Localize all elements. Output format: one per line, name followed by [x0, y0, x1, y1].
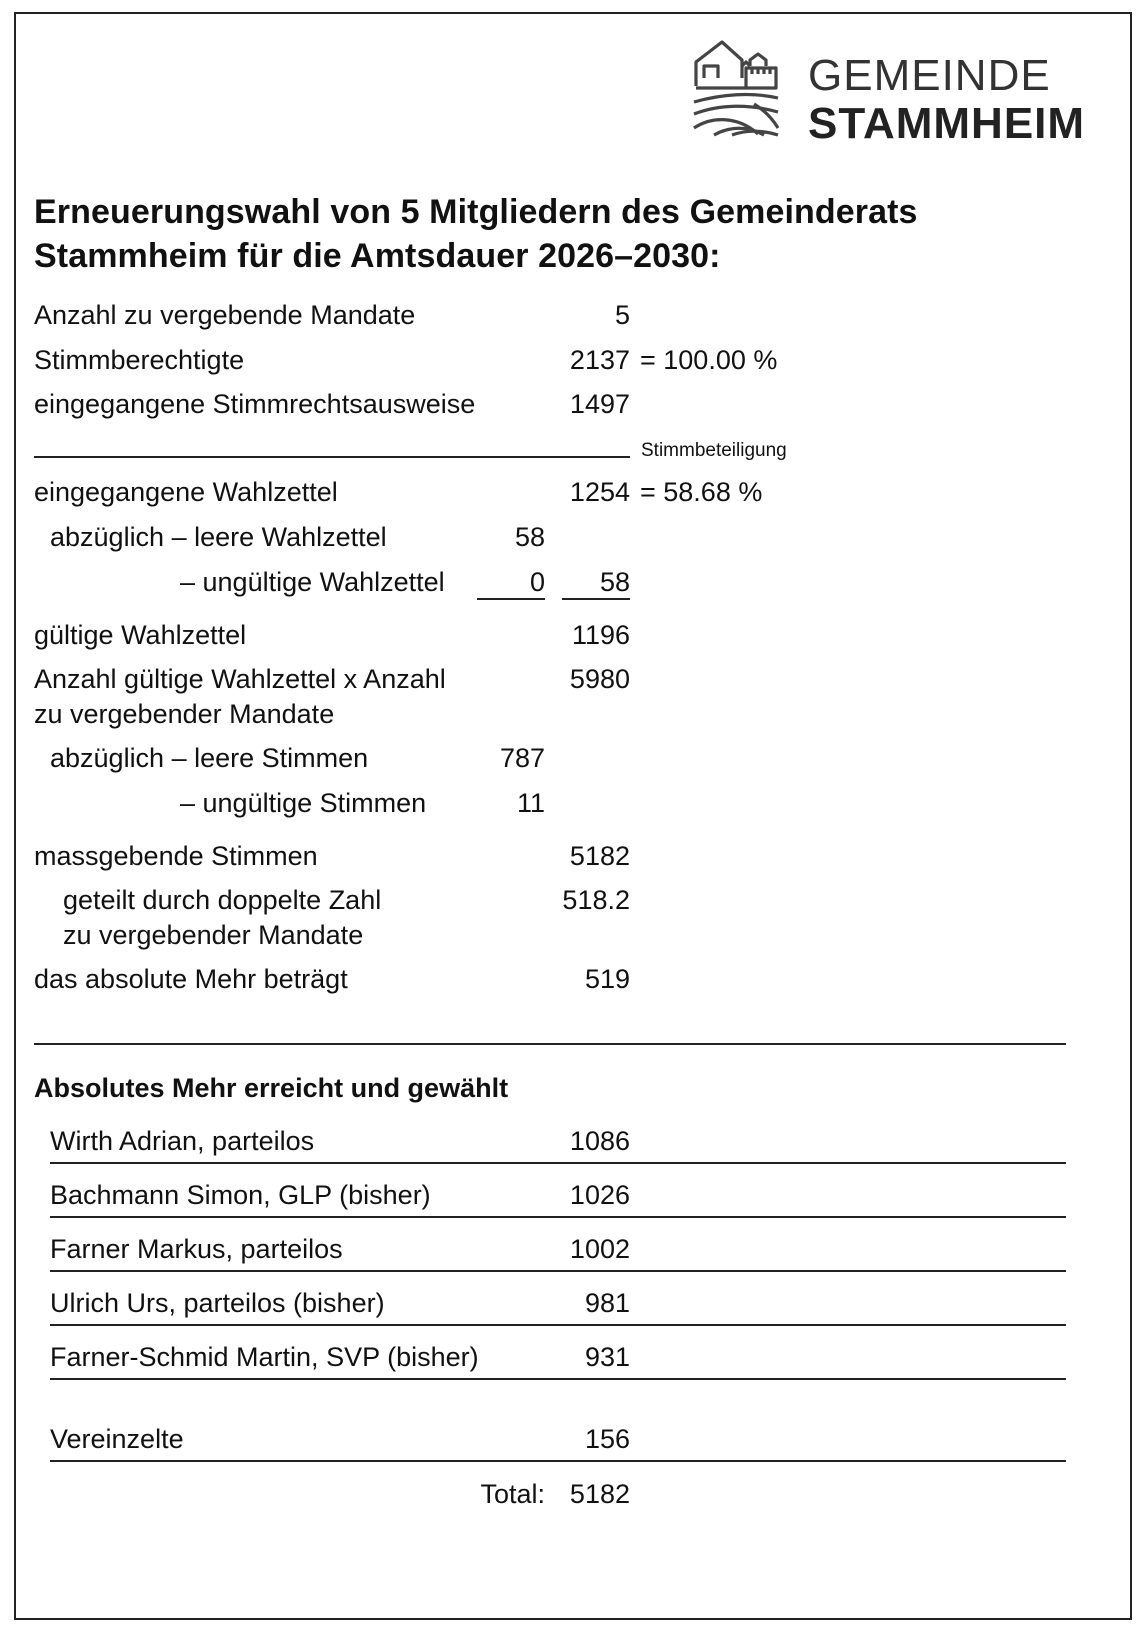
ausweise-label: eingegangene Stimmrechtsausweise	[34, 389, 476, 419]
row-divider	[50, 1324, 1066, 1326]
produkt-label-line1: Anzahl gültige Wahlzettel x Anzahl	[34, 664, 446, 694]
row-divider	[50, 1216, 1066, 1218]
total-label: Total:	[480, 1479, 545, 1509]
candidate-name: Wirth Adrian, parteilos	[50, 1126, 315, 1156]
abz-leer-label: abzüglich – leere Wahlzettel	[50, 522, 387, 552]
geteilt-label-line1: geteilt durch doppelte Zahl	[63, 885, 382, 915]
geteilt-label-line2: zu vergebender Mandate	[63, 920, 364, 950]
geteilt-value: 518.2	[562, 885, 630, 915]
results-heading: Absolutes Mehr erreicht und gewählt	[34, 1073, 509, 1103]
candidate-votes: 1026	[569, 1180, 630, 1210]
candidate-name: Farner-Schmid Martin, SVP (bisher)	[50, 1342, 479, 1372]
ungueltige-stimmen-value: 11	[516, 788, 545, 818]
total-value: 5182	[569, 1479, 630, 1509]
gueltige-value: 1196	[571, 620, 630, 650]
castle-vineyard-logo-icon	[692, 36, 782, 138]
stimmberechtigte-percent: = 100.00 %	[640, 345, 778, 375]
page-title	[34, 190, 918, 278]
candidate-votes: 1086	[569, 1126, 630, 1156]
abz-ungueltig-label: – ungültige Wahlzettel	[180, 567, 445, 597]
leere-stimmen-label: abzüglich – leere Stimmen	[50, 743, 369, 773]
stimmberechtigte-label: Stimmberechtigte	[34, 345, 245, 375]
sum-underline	[562, 598, 630, 600]
massgebend-value: 5182	[569, 841, 630, 871]
title-line1: Erneuerungswahl von 5 Mitgliedern des Gemeinderats	[34, 193, 918, 231]
leere-stimmen-value: 787	[499, 743, 545, 773]
massgebend-label: massgebende Stimmen	[34, 841, 318, 871]
mandate-label: Anzahl zu vergebende Mandate	[34, 300, 416, 330]
vereinzelte-label: Vereinzelte	[50, 1424, 184, 1454]
produkt-label-line2: zu vergebender Mandate	[34, 699, 335, 729]
logo-line2: STAMMHEIM	[808, 99, 1086, 148]
candidate-name: Bachmann Simon, GLP (bisher)	[50, 1180, 431, 1210]
wahlzettel-label: eingegangene Wahlzettel	[34, 477, 338, 507]
stimmberechtigte-value: 2137	[569, 345, 630, 375]
logo-line1: GEMEINDE	[808, 51, 1051, 100]
row-divider	[50, 1378, 1066, 1380]
candidate-name: Farner Markus, parteilos	[50, 1234, 343, 1264]
produkt-value: 5980	[569, 664, 630, 694]
ausweise-value: 1497	[569, 389, 630, 419]
beteiligung-label: Stimmbeteiligung	[641, 440, 787, 461]
mandate-value: 5	[614, 300, 630, 330]
row-divider	[50, 1270, 1066, 1272]
candidate-votes: 981	[584, 1288, 630, 1318]
mehr-label: das absolute Mehr beträgt	[34, 964, 348, 994]
vereinzelte-value: 156	[584, 1424, 630, 1454]
divider	[34, 456, 630, 458]
candidate-name: Ulrich Urs, parteilos (bisher)	[50, 1288, 385, 1318]
candidate-votes: 931	[584, 1342, 630, 1372]
gueltige-label: gültige Wahlzettel	[34, 620, 247, 650]
wahlzettel-value: 1254	[569, 477, 630, 507]
section-divider	[34, 1043, 1066, 1045]
row-divider	[50, 1460, 1066, 1462]
title-line2: Stammheim für die Amtsdauer 2026–2030:	[34, 237, 721, 275]
ungueltige-stimmen-label: – ungültige Stimmen	[180, 788, 427, 818]
wahlzettel-percent: = 58.68 %	[640, 477, 763, 507]
mehr-value: 519	[584, 964, 630, 994]
abz-leer-value: 58	[514, 522, 545, 552]
row-divider	[50, 1162, 1066, 1164]
abz-ungueltig-value: 0	[529, 567, 545, 597]
sum-underline	[477, 598, 545, 600]
abz-total-value: 58	[599, 567, 630, 597]
candidate-votes: 1002	[569, 1234, 630, 1264]
